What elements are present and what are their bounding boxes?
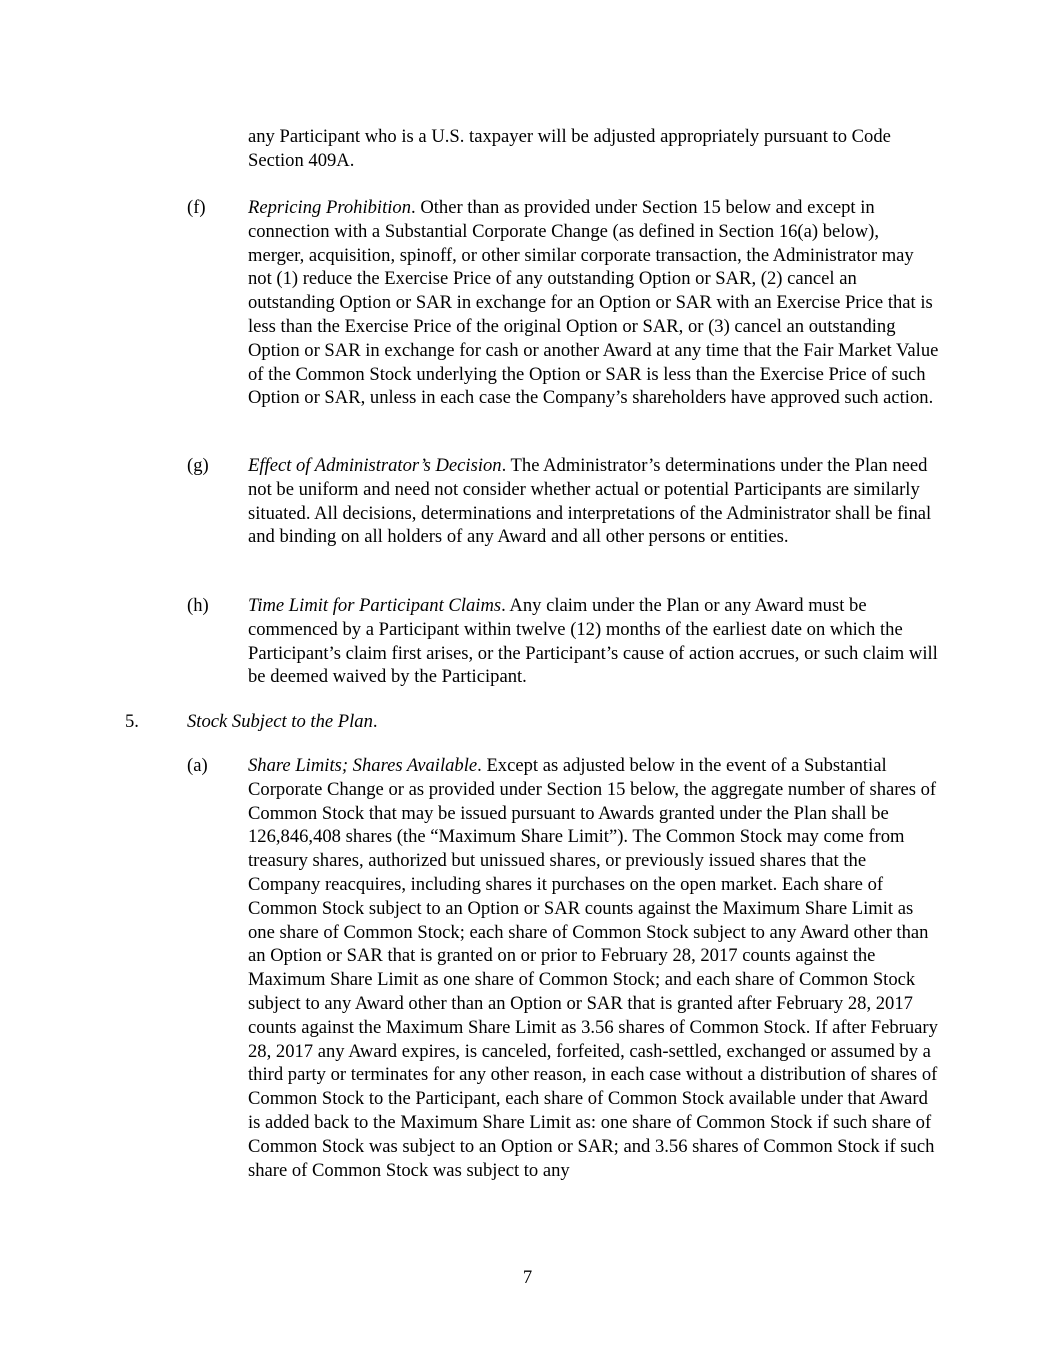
page-number: 7 (522, 1267, 533, 1288)
subsection-h (187, 594, 939, 689)
subsection-a (187, 754, 939, 1182)
subsection-text: . Except as adjusted below in the event of a Substantial Corporate Change or as provided under Section 15 below, the aggregate number of shares of Common Stock that may be issued pursuant to Awards granted under the Plan shall be 126,846,408 shares (the “Maximum Share Limit”). The Common Stock may come from treasury shares, authorized but unissued shares, or previously issued shares that the Company reacquires, including shares it purchases on the open market. Each share of Common Stock subject to an Option or SAR counts against the Maximum Share Limit as one share of Common Stock; each share of Common Stock subject to any Award other than an Option or SAR that is granted on or prior to February 28, 2017 counts against the Maximum Share Limit as one share of Common Stock; and each share of Common Stock subject to any Award other than an Option or SAR that is granted after February 28, 2017 counts against the Maximum Share Limit as 3.56 shares of Common Stock. If after February 28, 2017 any Award expires, is canceled, forfeited, cash-settled, exchanged or assumed by a third party or terminates for any other reason, in each case without a distribution of shares of Common Stock to the Participant, each share of Common Stock available under that Award is added back to the Maximum Share Limit as: one share of Common Stock if such share of Common Stock was subject to an Option or SAR; and 3.56 shares of Common Stock if such share of Common Stock was subject to any (248, 755, 938, 1181)
subsection-text: . The Administrator’s determinations under the Plan need not be uniform and need not consider whether actual or potential Participants are similarly situated. All decisions, determinations and interpretations of the Administrator shall be final and binding on all holders of any Award and all other persons or entities. (248, 455, 932, 548)
section-label: 5. (125, 711, 139, 732)
subsection-label: (a) (187, 755, 208, 776)
subsection-title: Effect of Administrator’s Decision (248, 455, 502, 476)
subsection-body (248, 594, 939, 689)
subsection-text: . Other than as provided under Section 15 below and except in connection with a Substantial Corporate Change (as defined in Section 16(a) below), merger, acquisition, spinoff, or other similar corporate transaction, the Administrator may not (1) reduce the Exercise Price of any outstanding Option or SAR, (2) cancel an outstanding Option or SAR in exchange for an Option or SAR with an Exercise Price that is less than the Exercise Price of the original Option or SAR, or (3) cancel an outstanding Option or SAR in exchange for cash or another Award at any time that the Fair Market Value of the Common Stock underlying the Option or SAR is less than the Exercise Price of such Option or SAR, unless in each case the Company’s shareholders have approved such action. (248, 197, 939, 409)
subsection-body (248, 196, 939, 410)
subsection-title: Share Limits; Shares Available (248, 755, 478, 776)
section-5-heading (125, 710, 925, 734)
subsection-title: Repricing Prohibition (248, 197, 412, 218)
section-title: Stock Subject to the Plan (187, 711, 373, 732)
section-title-line (187, 710, 925, 734)
subsection-body (248, 454, 939, 549)
subsection-title: Time Limit for Participant Claims (248, 595, 502, 616)
subsection-label: (h) (187, 595, 209, 616)
subsection-label: (g) (187, 455, 209, 476)
continuation-paragraph: any Participant who is a U.S. taxpayer will be adjusted appropriately pursuant to Code Section 409A. (248, 126, 891, 171)
section-title-end: . (372, 711, 378, 732)
subsection-f (187, 196, 939, 410)
subsection-text: . Any claim under the Plan or any Award must be commenced by a Participant within twelve (12) months of the earliest date on which the Participant’s claim first arises, or the Participant’s cause of action accrues, or such claim will be deemed waived by the Participant. (248, 595, 938, 688)
subsection-g (187, 454, 939, 549)
subsection-body (248, 754, 939, 1182)
subsection-label: (f) (187, 197, 206, 218)
